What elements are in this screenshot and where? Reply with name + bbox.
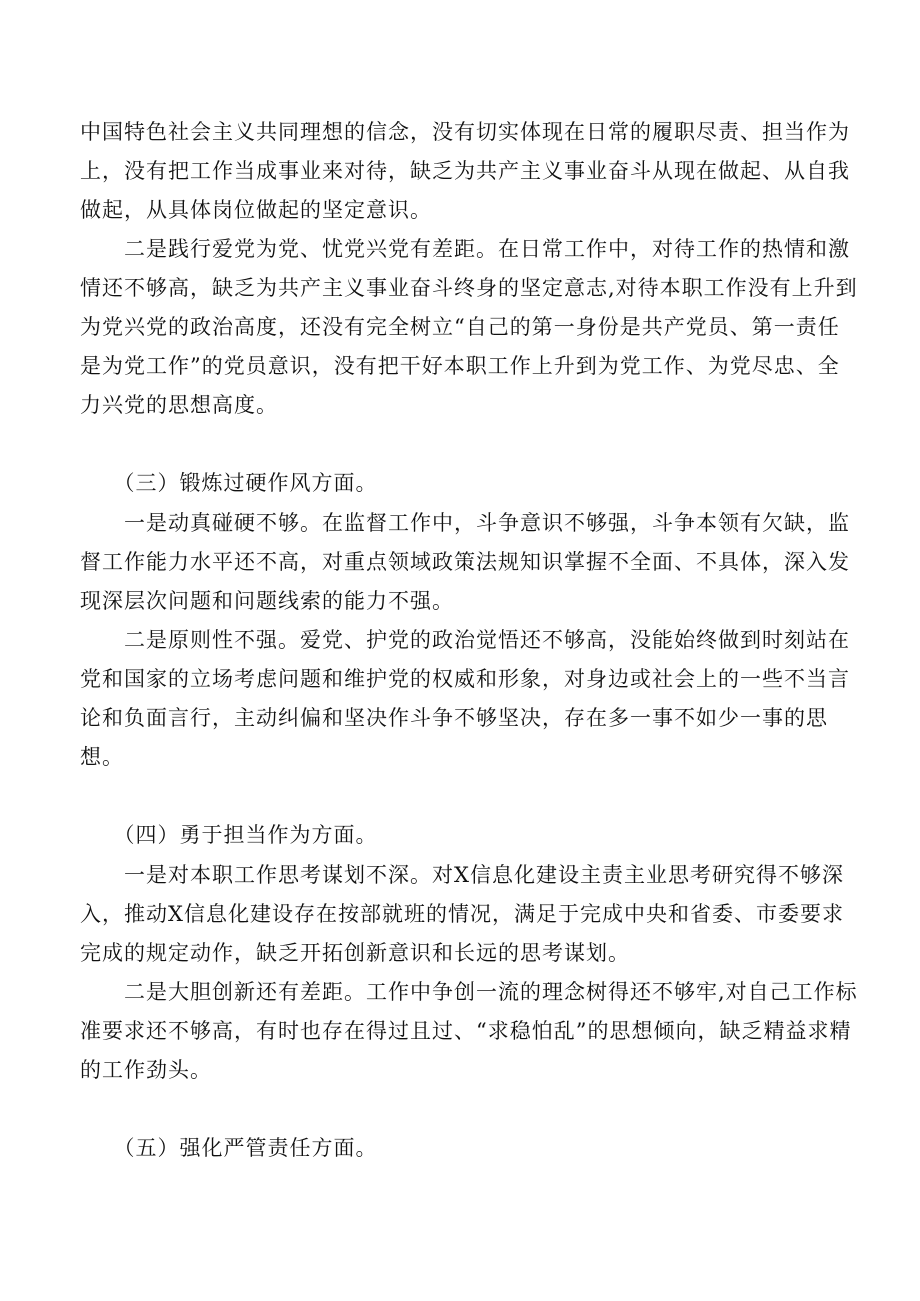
paragraph-ideal-belief: 中国特色社会主义共同理想的信念，没有切实体现在日常的履职尽责、担当作为上，没有把工作当成事业来对待，缺乏为共产主义事业奋斗从现在做起、从自我做起，从具体岗位做起的坚定意识。 xyxy=(80,120,850,222)
paragraph-love-party: 二是践行爱党为党、忧党兴党有差距。在日常工作中，对待工作的热情和激情还不够高，缺乏为共产主义事业奋斗终身的坚定意志,对待本职工作没有上升到为党兴党的政治高度，还没有完全树立“自己的第一身份是共产党员、第一责任是为党工作”的党员意识，没有把干好本职工作上升到为党工作、为党尽忠、全力兴党的思想高度。 xyxy=(80,237,858,417)
paragraph-principle: 二是原则性不强。爱党、护党的政治觉悟还不够高，没能始终做到时刻站在党和国家的立场考虑问题和维护党的权威和形象，对身边或社会上的一些不当言论和负面言行，主动纠偏和坚决作斗争不够坚决，存在多一事不如少一事的思想。 xyxy=(80,628,850,769)
paragraph-innovation: 二是大胆创新还有差距。工作中争创一流的理念树得还不够牢,对自己工作标准要求还不够高，有时也存在得过且过、“求稳怕乱”的思想倾向，缺乏精益求精的工作劲头。 xyxy=(80,980,858,1082)
section-heading-style: （三）锻炼过硬作风方面。 xyxy=(80,471,378,495)
paragraph-tough-stance: 一是动真碰硬不够。在监督工作中，斗争意识不够强，斗争本领有欠缺，监督工作能力水平还不高，对重点领域政策法规知识掌握不全面、不具体，深入发现深层次问题和问题线索的能力不强。 xyxy=(80,511,850,613)
section-heading-management: （五）强化严管责任方面。 xyxy=(80,1136,378,1160)
paragraph-planning: 一是对本职工作思考谋划不深。对X信息化建设主责主业思考研究得不够深入，推动X信息化建设存在按部就班的情况，满足于完成中央和省委、市委要求完成的规定动作，缺乏开拓创新意识和长远的思考谋划。 xyxy=(80,863,844,965)
section-heading-responsibility: （四）勇于担当作为方面。 xyxy=(80,823,378,847)
